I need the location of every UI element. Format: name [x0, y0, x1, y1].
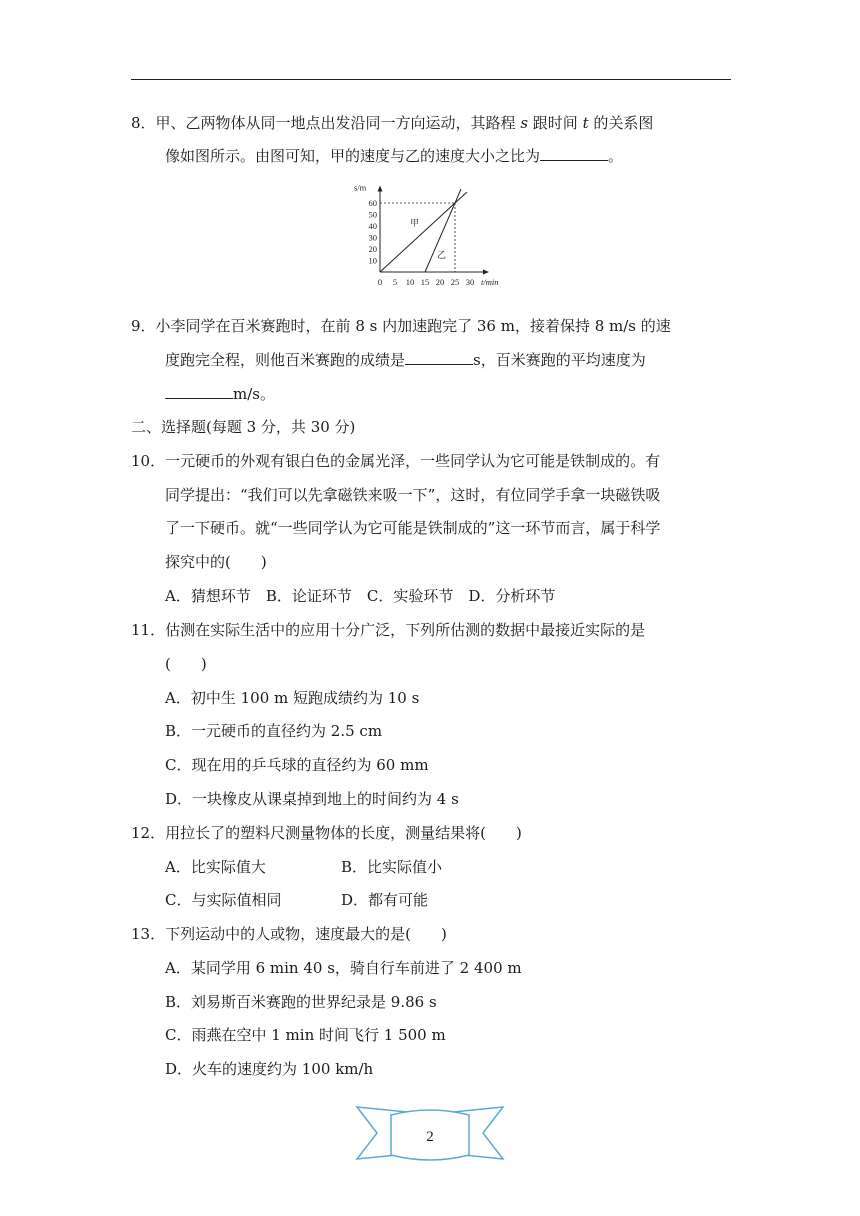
y-axis-arrow	[378, 186, 383, 192]
question-9-line-1	[131, 316, 671, 336]
series-label-yi: 乙	[437, 250, 447, 261]
question-text: 度跑完全程，则他百米赛跑的成绩是	[165, 351, 406, 369]
question-text: s，百米赛跑的平均速度为	[473, 351, 646, 369]
question-10-line-4: 探究中的( )	[165, 553, 267, 571]
series-label-jia: 甲	[410, 218, 420, 228]
option-b: B．刘易斯百米赛跑的世界纪录是 9.86 s	[165, 993, 437, 1011]
option-b: B．比实际值小	[341, 858, 443, 876]
question-9-line-3	[165, 384, 275, 404]
question-10-options: A．猜想环节 B．论证环节 C．实验环节 D．分析环节	[165, 587, 556, 605]
page-number-ribbon	[355, 1103, 505, 1165]
question-text: 用拉长了的塑料尺测量物体的长度，测量结果将( )	[165, 824, 522, 842]
x-tick-label: 25	[450, 277, 460, 287]
question-number: 10．	[131, 452, 166, 470]
question-12-line-1	[131, 823, 522, 843]
x-tick-label: 20	[435, 277, 445, 287]
y-tick-label: 50	[368, 209, 377, 220]
x-axis-label: t/min	[481, 277, 499, 287]
y-tick-label: 60	[368, 198, 377, 208]
x-tick-label: 15	[420, 277, 430, 287]
question-9-line-2	[165, 350, 646, 370]
question-text: 的关系图	[588, 114, 654, 132]
question-number: 11．	[131, 621, 166, 639]
section-heading: 二、选择题(每题 3 分，共 30 分)	[131, 418, 356, 436]
option-a: A．比实际值大	[165, 858, 266, 876]
y-tick-label: 20	[368, 244, 377, 254]
option-a: A．某同学用 6 min 40 s，骑自行车前进了 2 400 m	[165, 959, 522, 977]
question-8-line-1	[131, 113, 653, 133]
question-text: 估测在实际生活中的应用十分广泛，下列所估测的数据中最接近实际的是	[165, 621, 646, 639]
graph-series	[380, 189, 467, 272]
answer-blank[interactable]	[540, 146, 608, 161]
s-t-graph	[352, 176, 512, 300]
option-d: D．都有可能	[341, 891, 429, 909]
header-rule	[131, 79, 731, 80]
variable-s: s	[520, 114, 529, 132]
y-axis-label: s/m	[354, 182, 367, 193]
question-10-line-1	[131, 451, 660, 471]
question-8-line-2	[165, 146, 623, 166]
question-number: 12．	[131, 824, 166, 842]
question-text: m/s。	[233, 385, 275, 403]
option-d: D．一块橡皮从课桌掉到地上的时间约为 4 s	[165, 790, 459, 808]
question-text: 甲、乙两物体从同一地点出发沿同一方向运动，其路程	[155, 114, 521, 132]
x-tick-label: 0	[377, 277, 383, 287]
option-c: C．雨燕在空中 1 min 时间飞行 1 500 m	[165, 1026, 446, 1044]
answer-blank-speed[interactable]	[165, 384, 233, 399]
graph-ticks	[369, 198, 475, 287]
option-d: D．火车的速度约为 100 km/h	[165, 1060, 374, 1078]
y-tick-label: 10	[368, 255, 377, 266]
x-tick-label: 10	[405, 277, 415, 287]
question-number: 13．	[131, 925, 166, 943]
question-number: 8．	[131, 114, 156, 132]
question-11-line-2: ( )	[165, 655, 207, 673]
question-13-line-1	[131, 924, 447, 944]
y-tick-label: 40	[368, 221, 377, 231]
question-text: 像如图所示。由图可知，甲的速度与乙的速度大小之比为	[165, 147, 541, 165]
question-number: 9．	[131, 317, 156, 335]
question-text: 一元硬币的外观有银白色的金属光泽，一些同学认为它可能是铁制成的。有	[165, 452, 661, 470]
question-text: 跟时间	[528, 114, 583, 132]
x-axis-arrow	[483, 270, 489, 275]
x-tick-label: 30	[465, 277, 475, 287]
variable-t: t	[582, 114, 589, 132]
option-c: C．现在用的乒乓球的直径约为 60 mm	[165, 756, 429, 774]
question-text: 下列运动中的人或物，速度最大的是( )	[165, 925, 447, 943]
question-11-line-1	[131, 620, 645, 640]
answer-blank-time[interactable]	[405, 350, 473, 365]
question-text: 。	[608, 147, 624, 165]
series-line-jia	[380, 192, 467, 272]
x-tick-label: 5	[392, 277, 398, 287]
question-10-line-3: 了一下硬币。就“一些同学认为它可能是铁制成的”这一环节而言，属于科学	[165, 519, 661, 537]
option-a: A．初中生 100 m 短跑成绩约为 10 s	[165, 689, 420, 707]
y-tick-label: 30	[368, 232, 377, 243]
page-number: 2	[426, 1129, 434, 1145]
option-c: C．与实际值相同	[165, 891, 282, 909]
option-b: B．一元硬币的直径约为 2.5 cm	[165, 722, 383, 740]
question-text: 小李同学在百米赛跑时，在前 8 s 内加速跑完了 36 m，接着保持 8 m/s 的速	[155, 317, 671, 335]
question-10-line-2: 同学提出：“我们可以先拿磁铁来吸一下”，这时，有位同学手拿一块磁铁吸	[165, 486, 661, 504]
